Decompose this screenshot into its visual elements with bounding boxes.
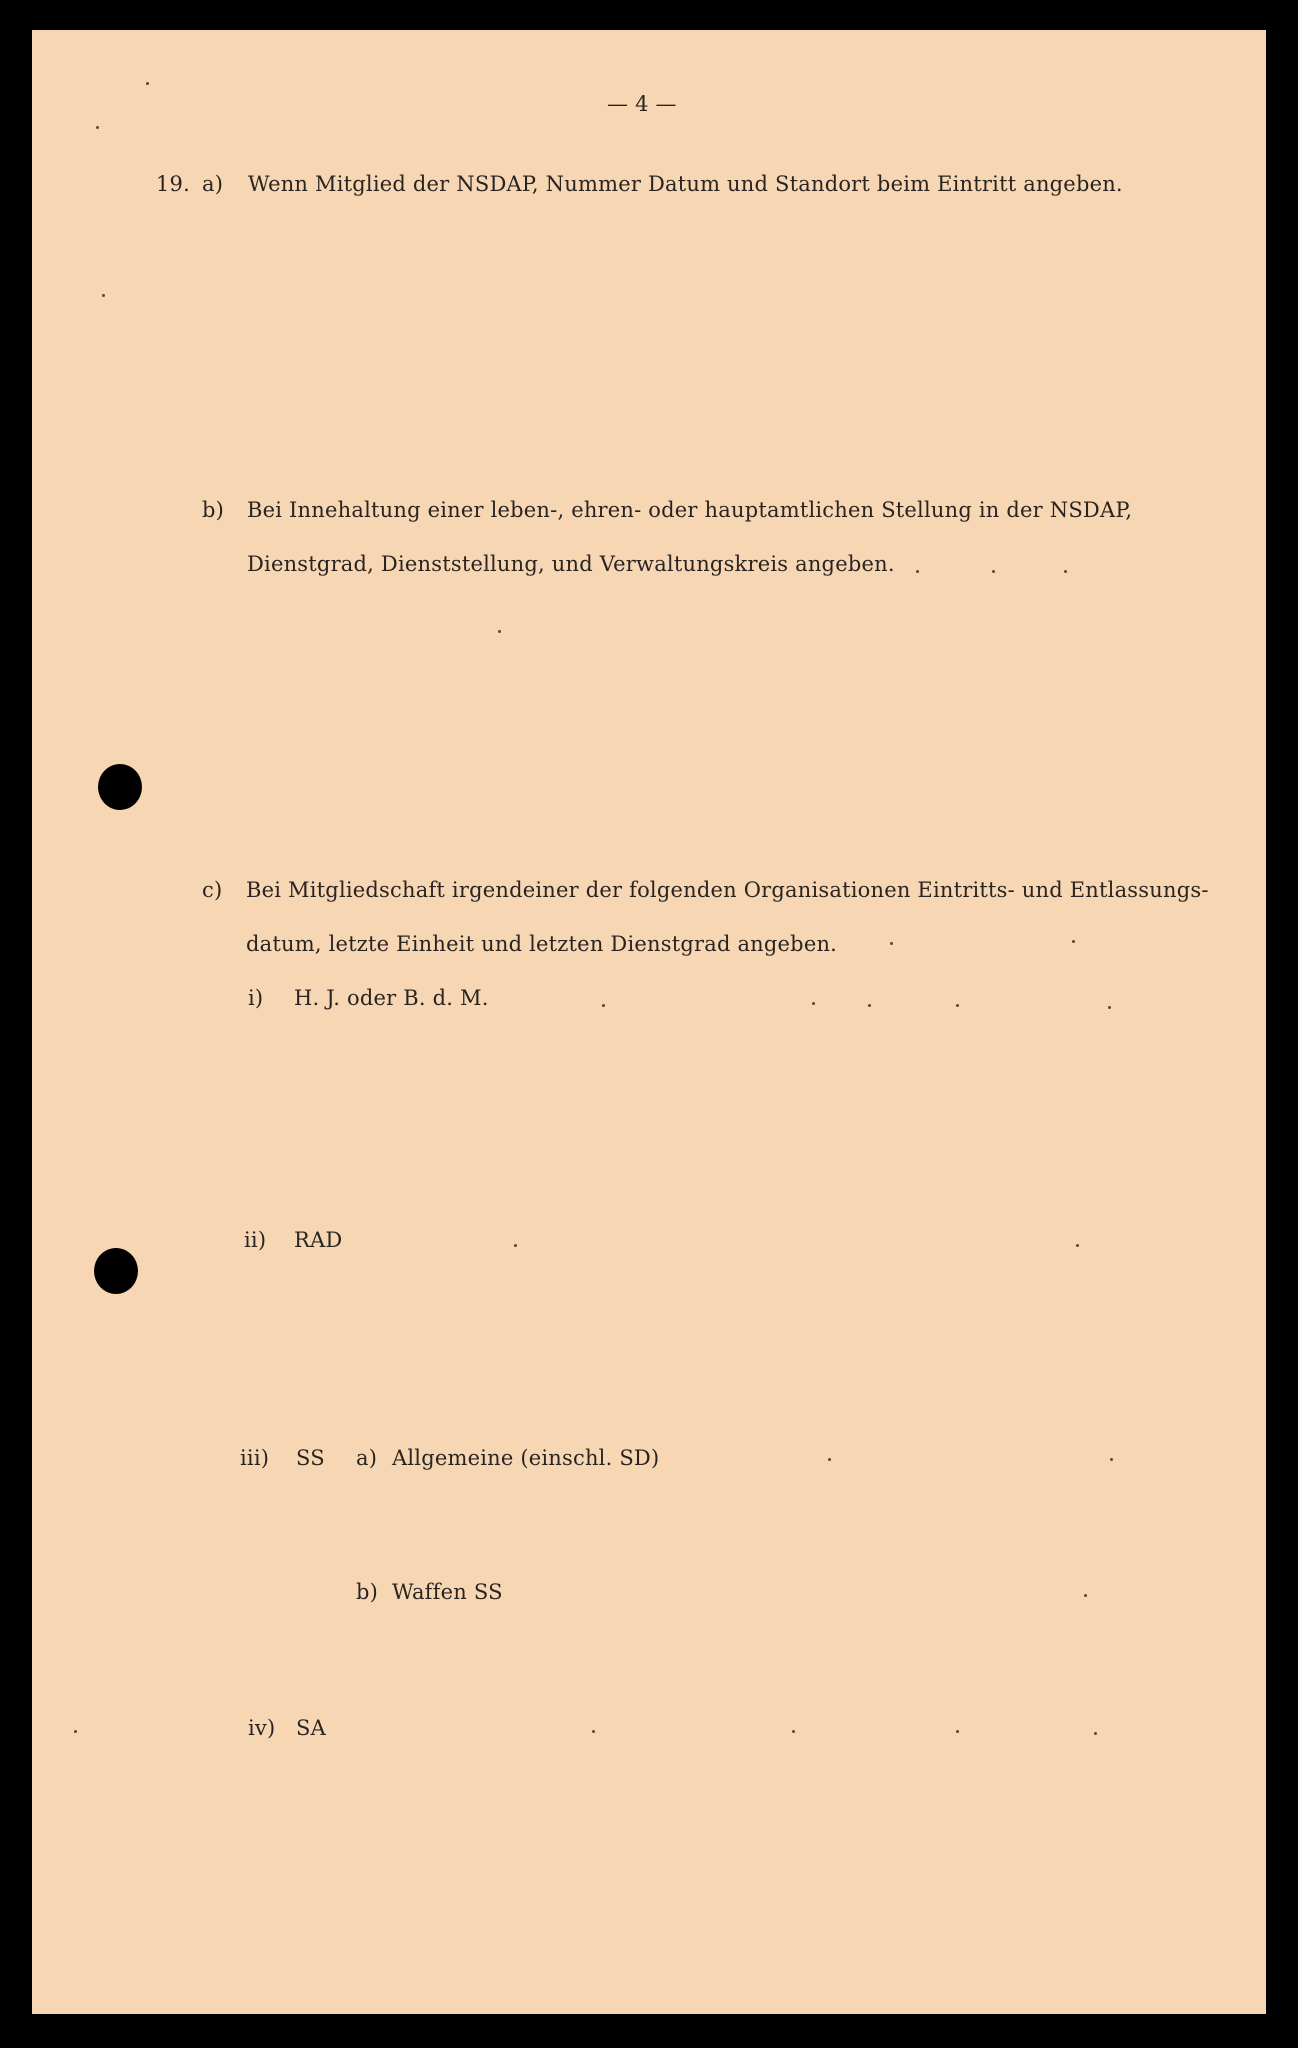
question-b-marker: b) <box>202 498 225 522</box>
item-iii-sub-b-label: Waffen SS <box>392 1580 503 1604</box>
question-number: 19. <box>156 172 190 196</box>
paper-speck <box>96 126 99 129</box>
question-b-text-line1: Bei Innehaltung einer leben-, ehren- oder hauptamtlichen Stellung in der NSDAP, <box>247 498 1133 522</box>
question-c-text-line1: Bei Mitgliedschaft irgendeiner der folgenden Organisationen Eintritts- und Entlassungs- <box>246 878 1209 902</box>
item-iv-marker: iv) <box>248 1716 276 1740</box>
item-i-label: H. J. oder B. d. M. <box>294 986 489 1010</box>
item-iii-label: SS <box>296 1446 325 1470</box>
document-page <box>32 30 1266 2014</box>
question-c-text-line2: datum, letzte Einheit und letzten Dienstgrad angeben. <box>246 932 838 956</box>
paper-speck <box>1072 940 1075 943</box>
paper-speck <box>498 630 501 633</box>
paper-speck <box>956 1730 959 1733</box>
punch-hole-upper <box>98 764 142 810</box>
paper-speck <box>1094 1732 1097 1735</box>
page-number: — 4 — <box>607 92 677 116</box>
paper-speck <box>812 1002 815 1005</box>
paper-speck <box>956 1004 959 1007</box>
item-ii-label: RAD <box>294 1228 343 1252</box>
paper-speck <box>1064 570 1067 573</box>
item-iii-sub-a-label: Allgemeine (einschl. SD) <box>392 1446 660 1470</box>
paper-speck <box>74 1730 77 1733</box>
item-iii-sub-a-marker: a) <box>356 1446 378 1470</box>
paper-speck <box>102 294 105 297</box>
paper-speck <box>792 1730 795 1733</box>
paper-speck <box>602 1004 605 1007</box>
question-a-text: Wenn Mitglied der NSDAP, Nummer Datum und Standort beim Eintritt angeben. <box>248 172 1123 196</box>
paper-speck <box>828 1458 831 1461</box>
paper-speck <box>514 1244 517 1247</box>
item-ii-marker: ii) <box>244 1228 267 1252</box>
paper-speck <box>992 570 995 573</box>
paper-speck <box>868 1004 871 1007</box>
paper-speck <box>1110 1458 1113 1461</box>
punch-hole-lower <box>94 1248 138 1294</box>
item-iii-marker: iii) <box>240 1446 270 1470</box>
paper-speck <box>1076 1244 1079 1247</box>
item-i-marker: i) <box>248 986 264 1010</box>
item-iii-sub-b-marker: b) <box>356 1580 379 1604</box>
paper-speck <box>890 942 893 945</box>
paper-speck <box>1108 1006 1111 1009</box>
question-b-text-line2: Dienstgrad, Dienststellung, und Verwaltungskreis angeben. <box>247 552 895 576</box>
question-a-marker: a) <box>202 172 224 196</box>
paper-speck <box>146 82 149 85</box>
paper-speck <box>916 570 919 573</box>
paper-speck <box>592 1730 595 1733</box>
question-c-marker: c) <box>202 878 223 902</box>
paper-speck <box>1084 1594 1087 1597</box>
item-iv-label: SA <box>296 1716 326 1740</box>
